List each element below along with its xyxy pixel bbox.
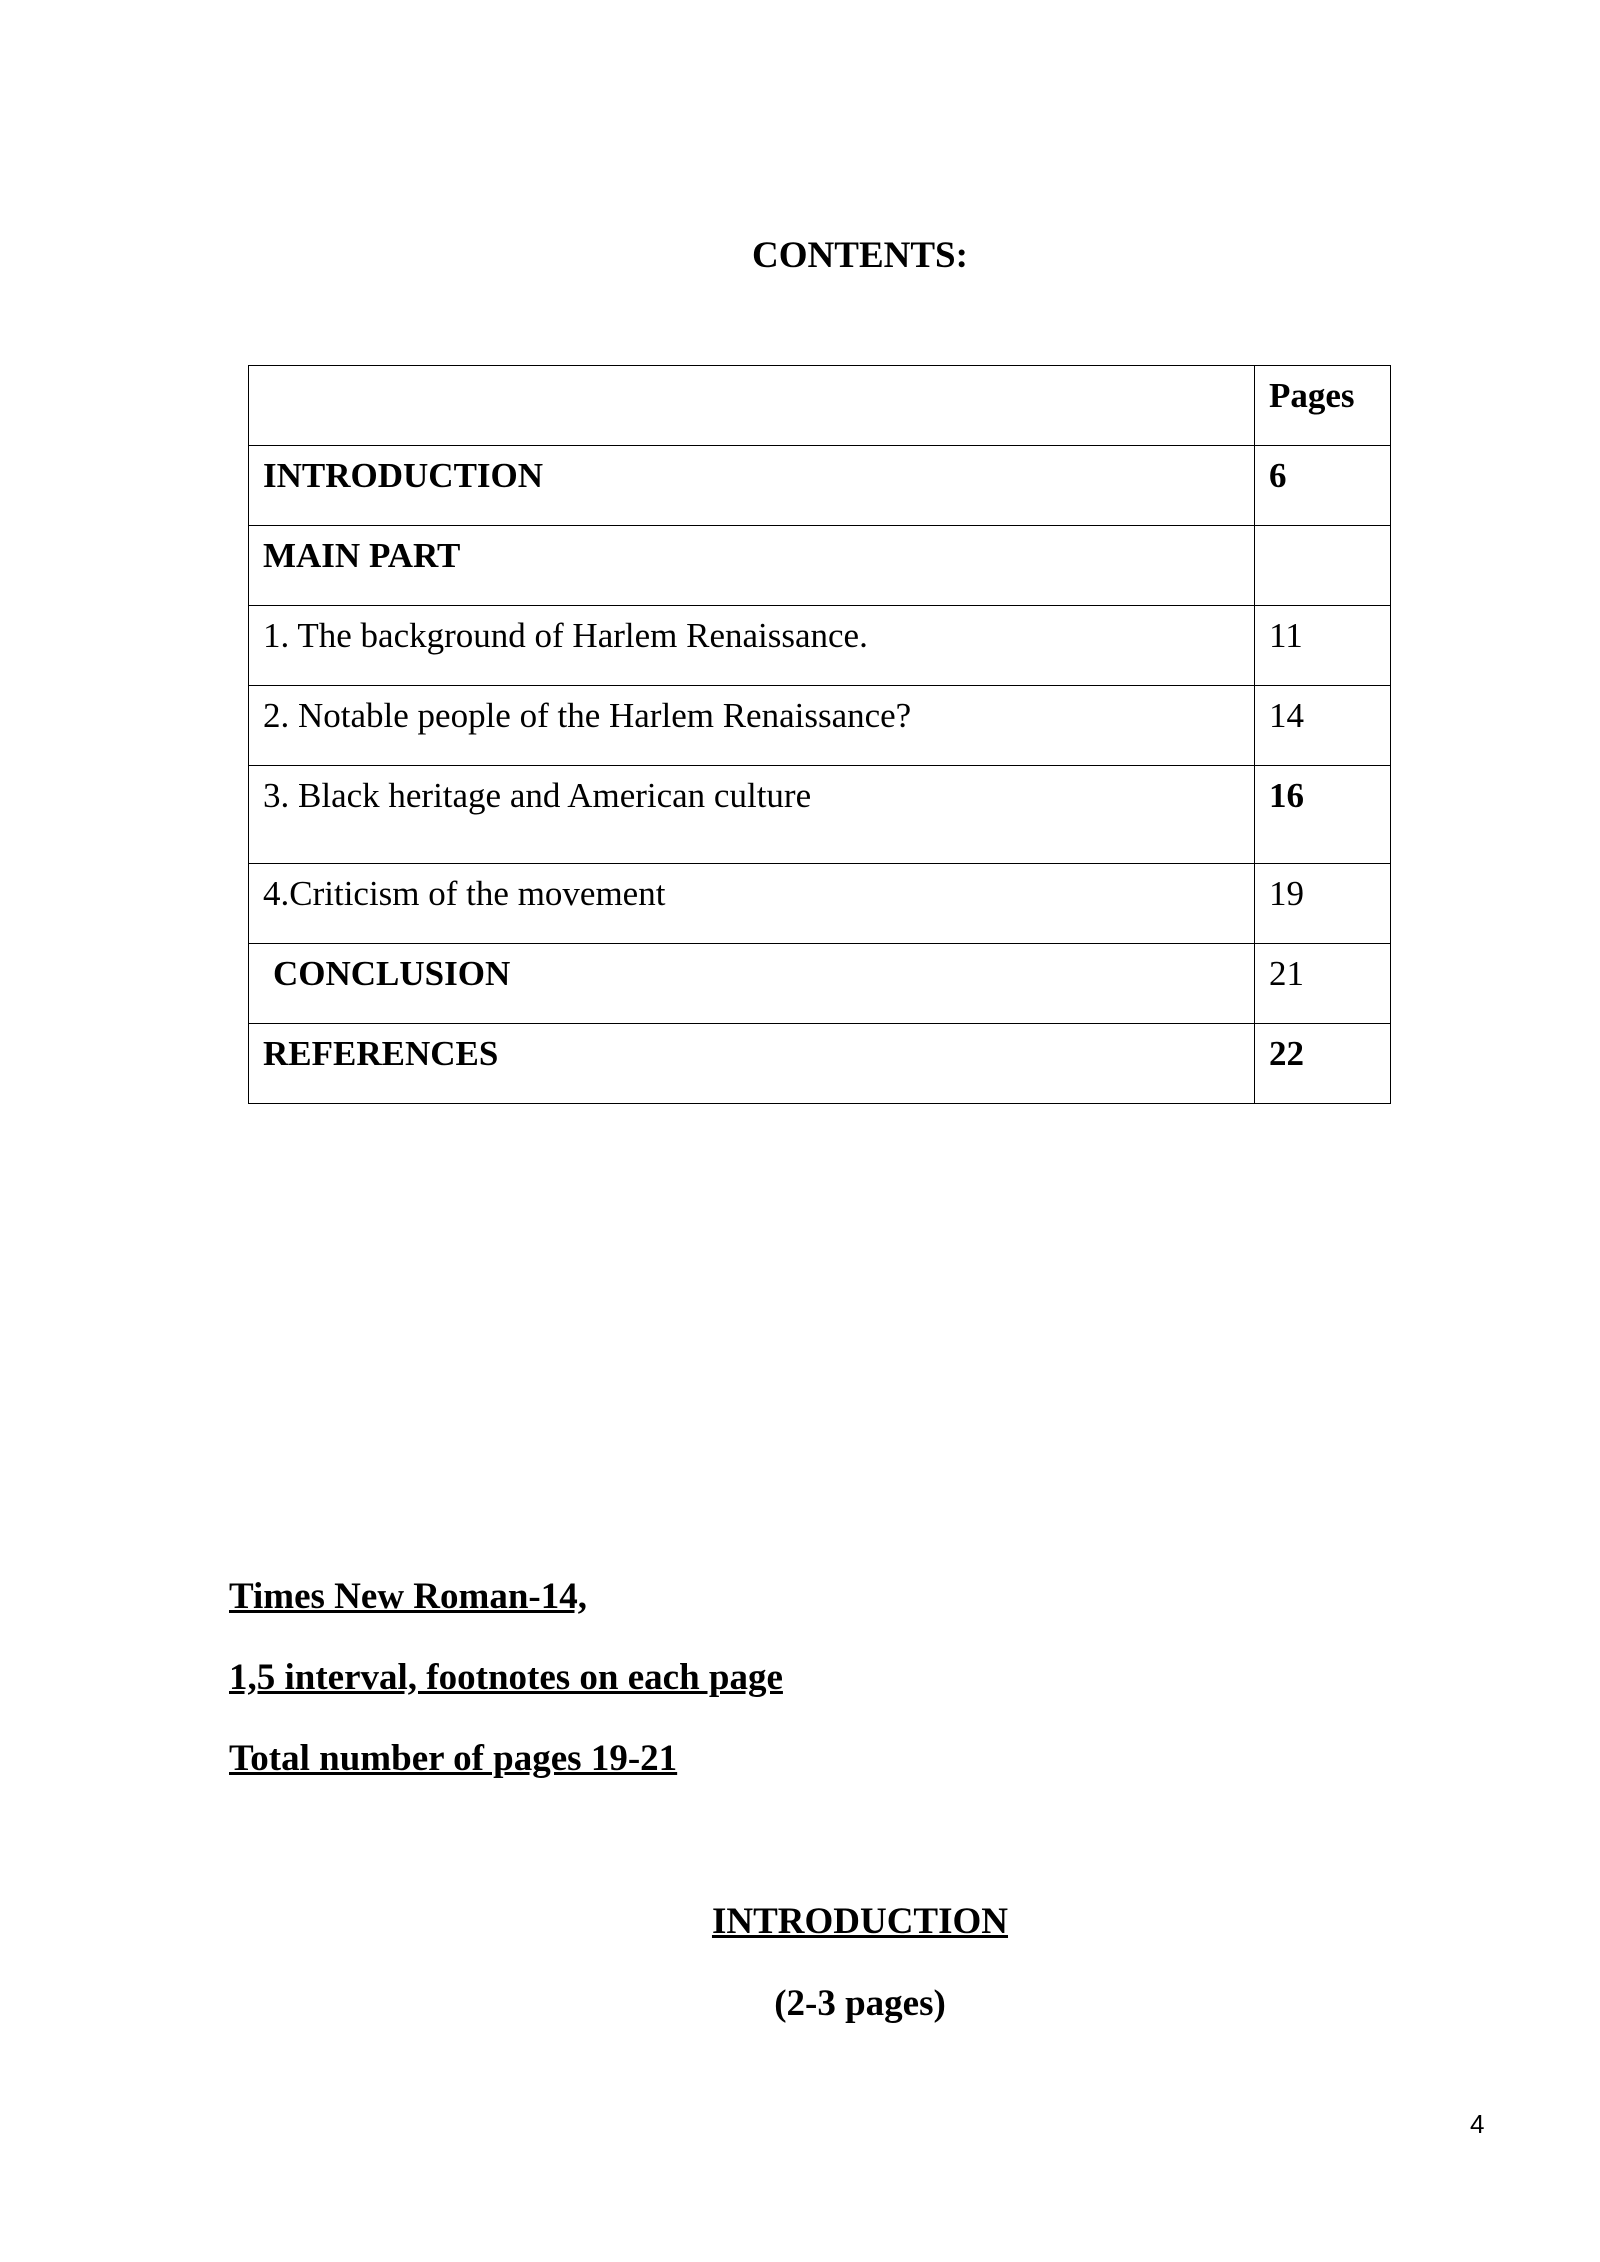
toc-entry-3: 3. Black heritage and American culture [249,766,1255,864]
toc-page-main-part [1255,526,1391,606]
table-row [249,944,1391,1024]
toc-entry-1: 1. The background of Harlem Renaissance. [249,606,1255,686]
header-pages-cell: Pages [1255,366,1391,446]
toc-page-3: 16 [1255,766,1391,864]
toc-entry-introduction: INTRODUCTION [249,446,1255,526]
note-total-pages: Total number of pages 19-21 [229,1738,678,1779]
table-row [249,1024,1391,1104]
table-row [249,446,1391,526]
toc-entry-2: 2. Notable people of the Harlem Renaissance? [249,686,1255,766]
toc-entry-conclusion: CONCLUSION [249,944,1255,1024]
contents-title: CONTENTS: [752,235,968,276]
note-interval: 1,5 interval, footnotes on each page [229,1657,783,1698]
table-header-row [249,366,1391,446]
toc-entry-4: 4.Criticism of the movement [249,864,1255,944]
table-row [249,864,1391,944]
toc-entry-main-part: MAIN PART [249,526,1255,606]
table-row [249,686,1391,766]
introduction-heading: INTRODUCTION [711,1901,1009,1942]
page-number: 4 [1470,2109,1485,2139]
toc-page-1: 11 [1255,606,1391,686]
table-row [249,526,1391,606]
note-font: Times New Roman-14, [229,1576,587,1617]
toc-page-4: 19 [1255,864,1391,944]
toc-page-conclusion: 21 [1255,944,1391,1024]
formatting-notes [229,1573,783,1816]
toc-page-2: 14 [1255,686,1391,766]
table-row [249,606,1391,686]
table-row [249,766,1391,864]
toc-page-introduction: 6 [1255,446,1391,526]
toc-page-references: 22 [1255,1024,1391,1104]
toc-entry-references: REFERENCES [249,1024,1255,1104]
header-title-cell [249,366,1255,446]
contents-table [248,365,1391,1104]
introduction-length: (2-3 pages) [774,1983,946,2024]
